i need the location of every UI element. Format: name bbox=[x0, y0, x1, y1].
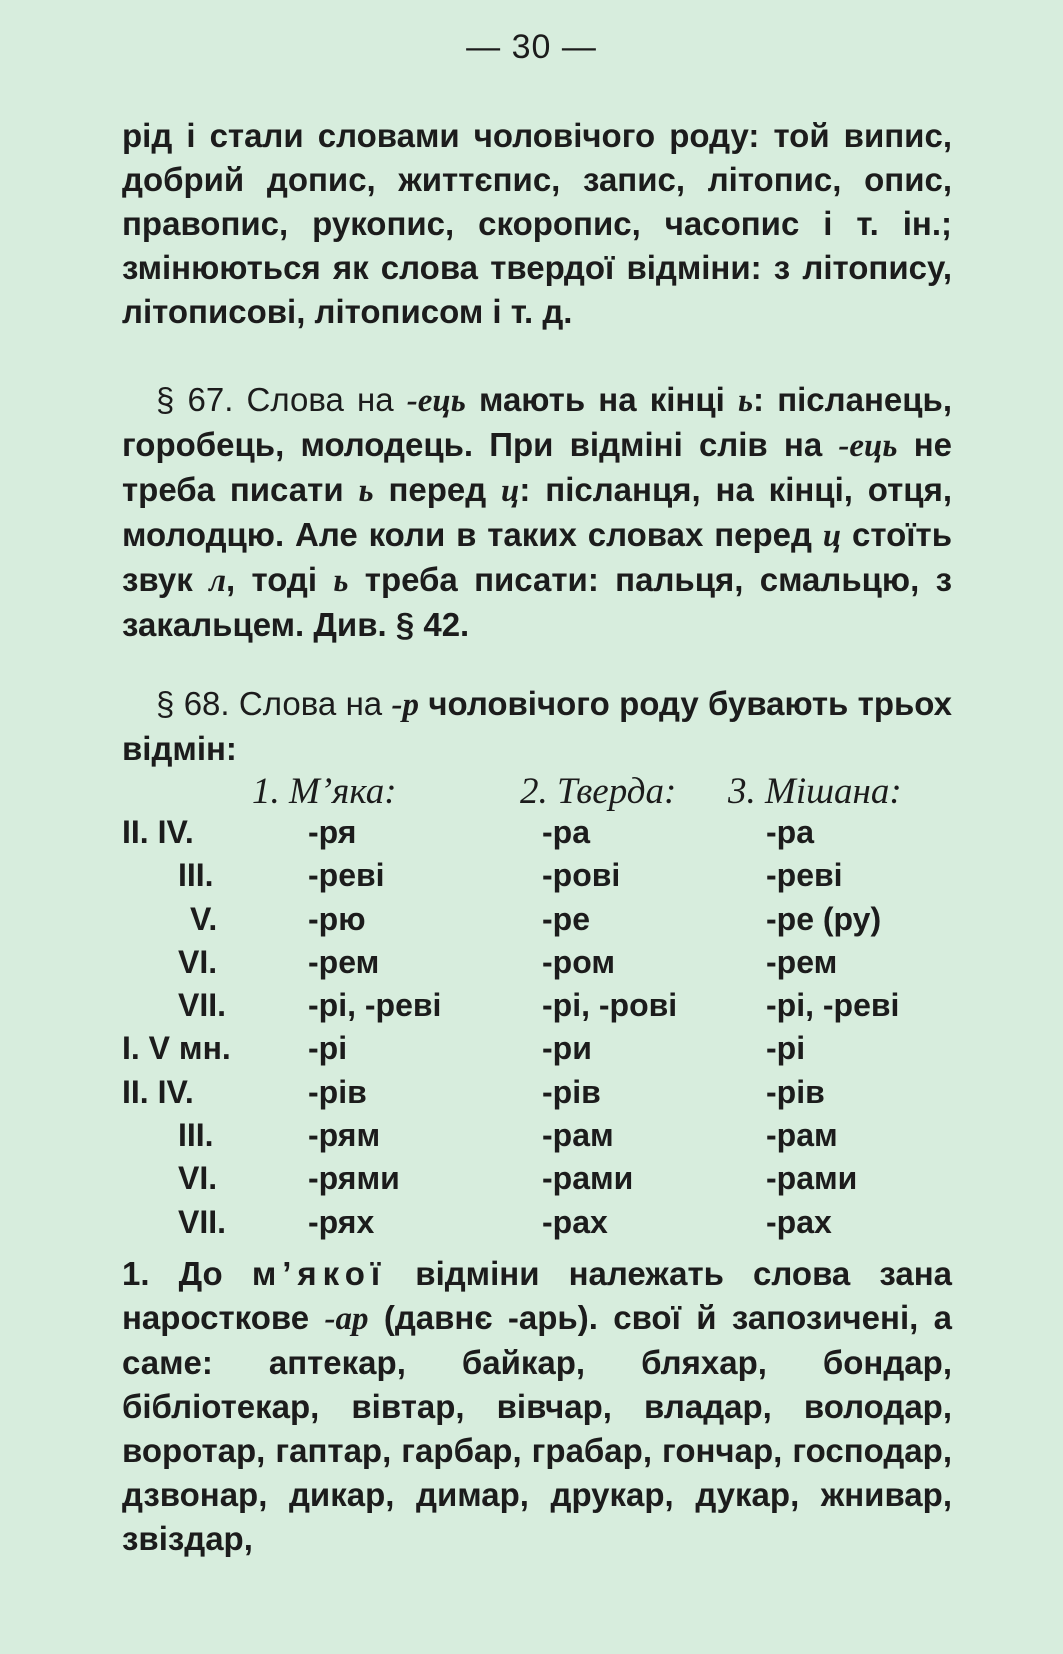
soft-ending: -рях bbox=[308, 1203, 375, 1240]
paragraph-section-68: § 68. Слова на -р чоловічого роду бувають трьох відмін: bbox=[122, 685, 952, 767]
hard-ending: -ре bbox=[542, 900, 590, 937]
mixed-ending: -ра bbox=[766, 814, 814, 850]
declension-table bbox=[122, 814, 952, 1247]
table-row bbox=[122, 1117, 952, 1160]
soft-ending: -рям bbox=[308, 1117, 381, 1154]
paragraph-1-text: рід і стали словами чоловічого роду: той випис, добрий допис, життєпис, запис, літопис, опис, правопис, рукопис, скоропис, часопис і т. ін.; змінюються як слова твердої відміни: з літопису, літописові, літописом і т. д. bbox=[122, 117, 952, 330]
hard-ending: -рам bbox=[542, 1117, 614, 1154]
page-number: — 30 — bbox=[466, 28, 597, 66]
table-row bbox=[122, 1074, 952, 1117]
mixed-ending: -рем bbox=[766, 943, 838, 980]
hard-ending: -ра bbox=[542, 814, 590, 850]
table-row bbox=[122, 987, 952, 1030]
table-row bbox=[122, 1204, 952, 1247]
mixed-ending: -реві bbox=[766, 857, 843, 894]
case-label: V. bbox=[190, 900, 218, 937]
case-label: III. bbox=[178, 857, 214, 894]
table-row bbox=[122, 1030, 952, 1073]
mixed-ending: -рами bbox=[766, 1160, 858, 1197]
soft-ending: -реві bbox=[308, 857, 385, 894]
table-row bbox=[122, 901, 952, 944]
table-row bbox=[122, 857, 952, 900]
hard-ending: -рами bbox=[542, 1160, 634, 1197]
soft-ending: -рями bbox=[308, 1160, 400, 1197]
table-row bbox=[122, 1160, 952, 1203]
soft-ending: -рю bbox=[308, 900, 366, 937]
mixed-ending: -рам bbox=[766, 1117, 838, 1154]
soft-ending: -рі, -реві bbox=[308, 987, 442, 1024]
soft-ending: -ря bbox=[308, 814, 357, 850]
hard-ending: -ри bbox=[542, 1030, 592, 1067]
case-label: VII. bbox=[178, 1203, 227, 1240]
case-label: VI. bbox=[178, 1160, 218, 1197]
case-label: III. bbox=[178, 1117, 214, 1154]
soft-ending: -рем bbox=[308, 943, 380, 980]
case-label: VI. bbox=[178, 943, 218, 980]
paragraph-section-67: § 67. Слова на -ець мають на кінці ь: післанець, горобець, молодець. При відміні слів на -ець не треба писати ь перед ц: післанця, на кінці, отця, молодцю. Але коли в таких словах перед ц стоїть звук л, тоді ь треба писати: пальця, смальцю, з закальцем. Див. § 42. bbox=[122, 381, 953, 643]
case-label: II. IV. bbox=[122, 814, 194, 850]
mixed-ending: -рах bbox=[766, 1203, 832, 1240]
case-label: VII. bbox=[178, 987, 227, 1024]
table-row bbox=[122, 944, 952, 987]
header-hard: 2. Тверда: bbox=[520, 771, 677, 812]
header-soft: 1. М’яка: bbox=[252, 771, 397, 812]
paragraph-soft-declension: 1. До м’якої відміни належать слова зана наросткове -ар (давнє -арь). свої й запозичені, а саме: аптекар, байкар, бляхар, бондар, бібліотекар, вівтар, вівчар, владар, володар, воротар, гаптар, гарбар, грабар, гончар, господар, дзвонар, дикар, димар, друкар, дукар, жнивар, звіздар, bbox=[122, 1255, 953, 1557]
case-label: II. IV. bbox=[122, 1073, 194, 1110]
hard-ending: -рові bbox=[542, 857, 621, 894]
mixed-ending: -ре (ру) bbox=[766, 900, 882, 937]
mixed-ending: -рів bbox=[766, 1073, 825, 1110]
paragraph-1 bbox=[122, 114, 952, 334]
soft-ending: -рі bbox=[308, 1030, 348, 1067]
hard-ending: -рів bbox=[542, 1073, 601, 1110]
hard-ending: -рах bbox=[542, 1203, 608, 1240]
table-row bbox=[122, 814, 952, 857]
mixed-ending: -рі, -реві bbox=[766, 987, 900, 1024]
mixed-ending: -рі bbox=[766, 1030, 806, 1067]
header-mixed: 3. Мішана: bbox=[728, 771, 902, 812]
hard-ending: -рі, -рові bbox=[542, 987, 678, 1024]
case-label: I. V мн. bbox=[122, 1030, 231, 1067]
hard-ending: -ром bbox=[542, 943, 615, 980]
soft-ending: -рів bbox=[308, 1073, 367, 1110]
